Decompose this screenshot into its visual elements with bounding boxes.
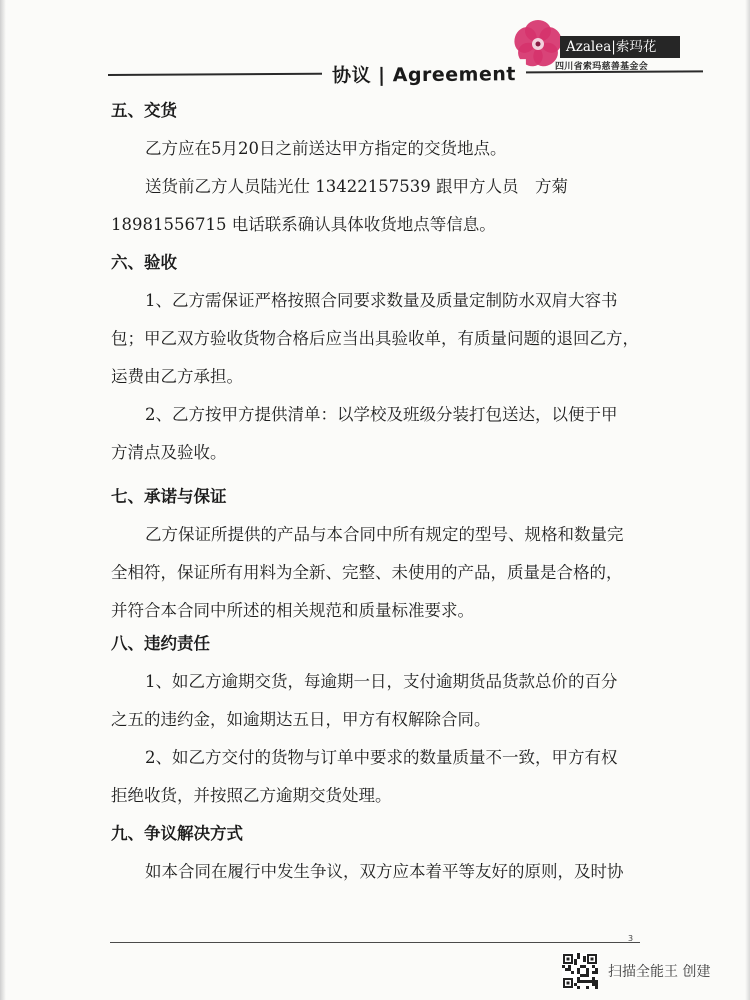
- section-heading: 八、违约责任: [111, 634, 210, 653]
- scan-edge-left: [0, 0, 6, 1000]
- paragraph-line: 乙方应在5月20日之前送达甲方指定的交货地点。: [145, 139, 507, 158]
- paragraph-line: 拒绝收货，并按照乙方逾期交货处理。: [111, 786, 392, 805]
- section-heading: 九、争议解决方式: [111, 824, 243, 843]
- foundation-logo: [508, 14, 683, 74]
- paragraph-line: 1、乙方需保证严格按照合同要求数量及质量定制防水双肩大容书: [145, 291, 618, 310]
- paragraph-line: 送货前乙方人员陆光仕 13422157539 跟甲方人员 方菊: [145, 177, 568, 196]
- paragraph-line: 方清点及验收。: [111, 443, 227, 462]
- scan-edge-right: [745, 0, 750, 1000]
- paragraph-line: 全相符，保证所有用料为全新、完整、未使用的产品，质量是合格的，: [111, 563, 623, 582]
- paragraph-line: 18981556715 电话联系确认具体收货地点等信息。: [111, 215, 496, 234]
- page-number: 3: [628, 934, 634, 943]
- page-title: 协议 | Agreement: [322, 59, 526, 88]
- section-heading: 七、承诺与保证: [111, 487, 227, 506]
- logo-subtitle: 四川省索玛慈善基金会: [555, 62, 649, 72]
- paragraph-line: 1、如乙方逾期交货，每逾期一日，支付逾期货品货款总价的百分: [145, 672, 618, 691]
- section-heading: 六、验收: [111, 253, 177, 272]
- paragraph-line: 运费由乙方承担。: [111, 367, 243, 386]
- paragraph-line: 并符合本合同中所述的相关规范和质量标准要求。: [111, 601, 474, 620]
- section-heading: 五、交货: [111, 101, 177, 120]
- paragraph-line: 如本合同在履行中发生争议，双方应本着平等友好的原则，及时协: [145, 862, 624, 881]
- watermark-text: 扫描全能王 创建: [608, 964, 711, 980]
- scanner-watermark: [562, 953, 742, 991]
- footer-rule: [110, 942, 640, 943]
- logo-name: Azalea|索玛花: [560, 36, 680, 58]
- paragraph-line: 2、乙方按甲方提供清单：以学校及班级分装打包送达，以便于甲: [145, 405, 618, 424]
- paragraph-line: 包；甲乙双方验收货物合格后应当出具验收单，有质量问题的退回乙方，: [111, 329, 639, 348]
- qr-code-icon: [562, 953, 598, 989]
- paragraph-line: 乙方保证所提供的产品与本合同中所有规定的型号、规格和数量完: [145, 525, 624, 544]
- paragraph-line: 之五的违约金，如逾期达五日，甲方有权解除合同。: [111, 710, 491, 729]
- paragraph-line: 2、如乙方交付的货物与订单中要求的数量质量不一致，甲方有权: [145, 748, 618, 767]
